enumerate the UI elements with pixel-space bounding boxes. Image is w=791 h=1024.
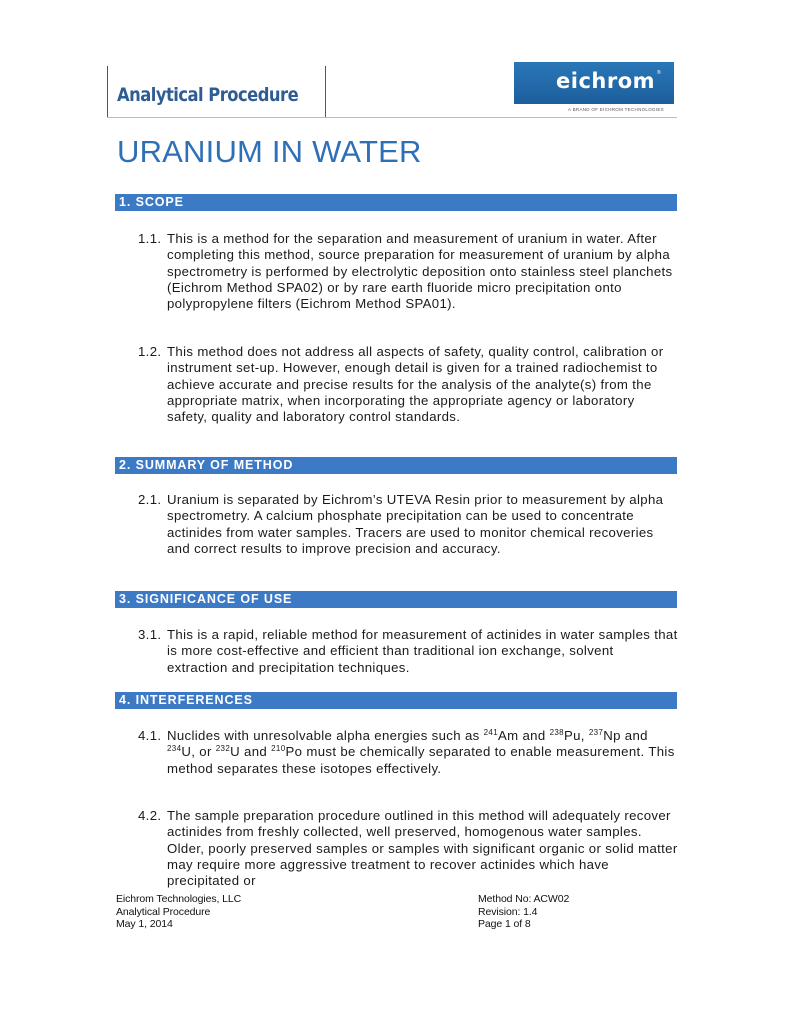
list-item: [138, 492, 678, 557]
footer-date: May 1, 2014: [116, 918, 173, 930]
section-heading-text: 4. INTERFERENCES: [119, 693, 253, 707]
header-rule-left: [107, 66, 108, 118]
section-heading-text: 3. SIGNIFICANCE OF USE: [119, 592, 293, 606]
footer-left: [116, 893, 241, 931]
item-number: 1.2.: [138, 344, 162, 359]
item-number: 2.1.: [138, 492, 162, 507]
item-text: The sample preparation procedure outlined in this method will adequately recover actinides from freshly collected, well preserved, homogenous water samples. Older, poorly preserved samples or samples with significant organic or solid matter may require more aggressive treatment to recover actinides which have precipitated or: [167, 808, 678, 889]
list-item: [138, 808, 678, 889]
section-heading-text: 2. SUMMARY OF METHOD: [119, 458, 294, 472]
section-heading-scope: [115, 194, 677, 211]
section-heading-significance: [115, 591, 677, 608]
footer-company: Eichrom Technologies, LLC: [116, 893, 242, 905]
document-title: URANIUM IN WATER: [117, 134, 422, 169]
footer-page-number: Page 1 of 8: [478, 918, 531, 930]
item-text: Nuclides with unresolvable alpha energies such as $^{241}$Am and $^{238}$Pu, $^{237}$Np and $^{234}$U, or $^{232}$U and $^{210}$Po must be chemically separated to enable measurement. This method separates these isotopes effectively.: [167, 728, 675, 776]
footer-right: [478, 893, 569, 931]
logo-trademark: ®: [657, 70, 661, 76]
item-text: This is a method for the separation and measurement of uranium in water. After completing this method, source preparation for measurement of uranium by alpha spectrometry is performed by electrolytic deposition onto stainless steel planchets (Eichrom Method SPA02) or by rare earth fluoride micro precipitation onto polypropylene filters (Eichrom Method SPA01).: [167, 231, 673, 312]
logo-tagline: A BRAND OF EICHROM TECHNOLOGIES: [568, 107, 664, 112]
item-number: 4.2.: [138, 808, 162, 823]
list-item: [138, 344, 678, 425]
item-text: This is a rapid, reliable method for measurement of actinides in water samples that is more cost-effective and efficient than traditional ion exchange, solvent extraction and precipitation techniques.: [167, 627, 678, 675]
list-item: [138, 627, 678, 676]
list-item: [138, 728, 678, 777]
item-text: This method does not address all aspects of safety, quality control, calibration or instrument set-up. However, enough detail is given for a trained radiochemist to achieve accurate and precise results for the analysis of the analyte(s) from the appropriate matrix, when incorporating the appropriate agency or laboratory safety, quality and laboratory control standards.: [167, 344, 664, 425]
item-text: Uranium is separated by Eichrom’s UTEVA Resin prior to measurement by alpha spectrometry. A calcium phosphate precipitation can be used to concentrate actinides from water samples. Tracers are used to monitor chemical recoveries and correct results to improve precision and accuracy.: [167, 492, 664, 556]
section-heading-interferences: [115, 692, 677, 709]
header-label: Analytical Procedure: [117, 84, 299, 106]
header-rule-divider: [325, 66, 326, 118]
item-number: 3.1.: [138, 627, 162, 642]
item-number: 4.1.: [138, 728, 162, 743]
footer-method-no: Method No: ACW02: [478, 893, 570, 905]
footer-doc-type: Analytical Procedure: [116, 905, 211, 918]
list-item: [138, 231, 678, 312]
header-rule-bottom: [107, 117, 677, 118]
footer-revision: Revision: 1.4: [478, 905, 538, 918]
section-heading-text: 1. SCOPE: [119, 195, 184, 209]
logo-text: eichrom: [556, 69, 656, 93]
item-number: 1.1.: [138, 231, 162, 246]
section-heading-summary: [115, 457, 677, 474]
